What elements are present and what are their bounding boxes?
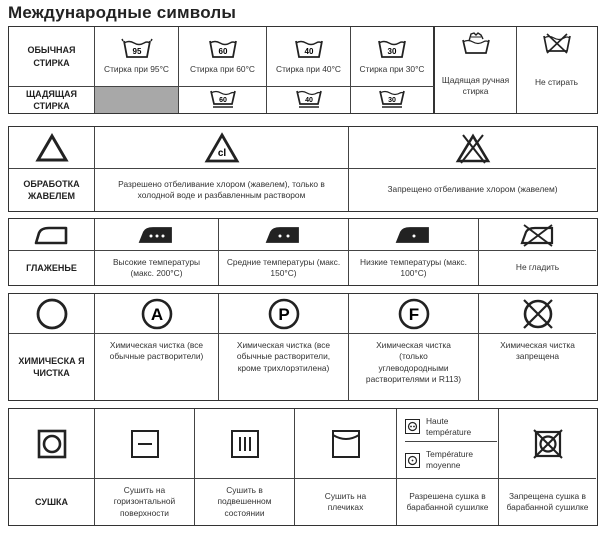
dry-label-cell [9, 479, 95, 525]
iron-none-desc-cell [479, 251, 596, 285]
dry-hanger-icon [331, 429, 361, 459]
dryclean-p-icon-cell [219, 294, 349, 334]
dry-hang-icon [230, 429, 260, 459]
wash-temp-text: 60 [218, 47, 227, 57]
dryclean-p-desc-cell [219, 334, 349, 400]
bleach-forbidden-desc: Запрещено отбеливание хлором (жавелем) [387, 184, 558, 195]
iron-icon [33, 224, 71, 246]
iron-none-desc: Не гладить [515, 262, 560, 273]
dryclean-letter-text: A [150, 304, 163, 324]
wash-40-desc: Стирка при 40°C [276, 64, 341, 75]
no-wash-cell [517, 27, 596, 113]
dry-mid-temp-option [405, 445, 497, 475]
drying-section [8, 408, 598, 526]
iron-none-icon-cell [479, 219, 596, 251]
gentle-wash-tub-icon [294, 89, 324, 111]
hand-wash-icon [459, 31, 493, 55]
wash-30-cell [351, 27, 435, 87]
dry-hanger-icon-cell [295, 409, 397, 479]
wash-gentle-40-cell [267, 87, 351, 113]
iron-high-icon [137, 225, 177, 245]
wash-tub-icon [121, 37, 153, 59]
wash-tub-icon [376, 37, 408, 59]
dry-flat-icon [130, 429, 160, 459]
dryclean-p-icon [267, 297, 301, 331]
wash-temp-text: 40 [304, 97, 313, 104]
bleach-section [8, 126, 598, 212]
dryclean-f-icon [397, 297, 431, 331]
ironing-section [8, 218, 598, 286]
dryclean-letter-text: P [277, 304, 290, 324]
dry-flat-desc-cell [95, 479, 195, 525]
dry-tumble-no-desc-cell [499, 479, 596, 525]
washing-section [8, 26, 598, 114]
no-bleach-icon [455, 132, 491, 164]
no-wash-icon [540, 31, 574, 55]
wash-gentle-label-cell [9, 87, 95, 113]
bleach-allowed-desc-cell [95, 169, 349, 211]
tumble-mid-temp-icon [405, 453, 420, 468]
iron-medium-desc: Средние температуры (макс. 150°C) [226, 256, 341, 278]
wash-temp-text: 30 [387, 47, 397, 57]
wash-temp-text: 30 [388, 97, 396, 104]
bleach-allowed-icon [204, 132, 240, 164]
dry-label: СУШКА [34, 496, 69, 507]
hand-wash-cell [435, 27, 517, 113]
wash-60-cell [179, 27, 267, 87]
dry-tumble-no-icon-cell [499, 409, 596, 479]
bleach-forbidden-desc-cell [349, 169, 596, 211]
dryclean-none-icon-cell [479, 294, 596, 334]
dry-flat-icon-cell [95, 409, 195, 479]
dryclean-a-desc: Химическая чистка (все обычные растворители) [109, 340, 204, 362]
iron-label: ГЛАЖЕНЬЕ [26, 262, 77, 273]
dry-flat-desc: Сушить на горизонтальной поверхности [113, 484, 176, 518]
gentle-wash-tub-icon [208, 89, 238, 111]
iron-label-cell [9, 251, 95, 285]
dryclean-letter-text: F [408, 304, 419, 324]
wash-tub-icon [293, 37, 325, 59]
wash-temp-text: 40 [304, 47, 313, 57]
bleach-label: ОБРАБОТКА ЖАВЕЛЕМ [23, 178, 80, 201]
wash-gentle-label: ЩАДЯЩАЯ СТИРКА [25, 88, 78, 111]
dryclean-a-desc-cell [95, 334, 219, 400]
wash-tub-icon [207, 37, 239, 59]
wash-gentle-60-cell [179, 87, 267, 113]
wash-95-cell [95, 27, 179, 87]
dryclean-label-cell [9, 334, 95, 400]
dry-tumble-no-desc: Запрещена сушка в барабанной сушилке [506, 490, 589, 512]
page-title: Международные символы [8, 3, 237, 22]
wash-normal-label: ОБЫЧНАЯ СТИРКА [27, 45, 76, 68]
dry-mid-temp-label: Température moyenne [426, 449, 474, 470]
bleach-label-cell [9, 169, 95, 211]
wash-gentle-30-cell [351, 87, 435, 113]
dryclean-f-desc-cell [349, 334, 479, 400]
wash-60-desc: Стирка при 60°C [190, 64, 255, 75]
iron-low-desc-cell [349, 251, 479, 285]
no-tumble-dry-icon [532, 428, 564, 460]
dry-tumble-ok-icon-cell [397, 409, 499, 479]
iron-icon-cell [9, 219, 95, 251]
dry-hanger-desc: Сушить на плечиках [324, 490, 367, 512]
wash-temp-text: 60 [218, 97, 227, 104]
iron-low-icon [394, 225, 434, 245]
iron-high-desc-cell [95, 251, 219, 285]
bleach-cl-text: cl [217, 147, 226, 159]
gentle-wash-tub-icon [377, 89, 407, 111]
iron-low-desc: Низкие температуры (макс. 100°C) [360, 256, 467, 278]
no-dryclean-icon [520, 296, 556, 332]
tumble-dry-icon [37, 429, 67, 459]
dryclean-p-desc: Химическая чистка (все обычные растворители, кроме трихлорэтилена) [236, 340, 331, 373]
dryclean-a-icon [140, 297, 174, 331]
dryclean-none-desc-cell [479, 334, 596, 400]
iron-low-icon-cell [349, 219, 479, 251]
wash-gentle-95-cell [95, 87, 179, 113]
dry-hang-desc-cell [195, 479, 295, 525]
dryclean-none-desc: Химическая чистка запрещена [500, 340, 575, 362]
dryclean-label: ХИМИЧЕСКА Я ЧИСТКА [18, 355, 85, 378]
bleach-forbidden-icon-cell [349, 127, 596, 169]
dryclean-f-icon-cell [349, 294, 479, 334]
wash-temp-text: 95 [132, 47, 141, 57]
dry-tumble-ok-desc-cell [397, 479, 499, 525]
wash-95-desc: Стирка при 95°C [104, 64, 169, 75]
hand-wash-desc: Щадящая ручная стирка [441, 75, 510, 97]
iron-high-desc: Высокие температуры (макс. 200°C) [112, 256, 201, 278]
no-iron-icon [519, 223, 557, 247]
dry-high-temp-option [405, 412, 497, 442]
wash-40-cell [267, 27, 351, 87]
bleach-allowed-icon-cell [95, 127, 349, 169]
dryclean-a-icon-cell [95, 294, 219, 334]
bleach-icon-cell [9, 127, 95, 169]
iron-high-icon-cell [95, 219, 219, 251]
bleach-allowed-desc: Разрешено отбеливание хлором (жавелем), только в холодной воде и разбавленным раствором [118, 178, 325, 200]
no-wash-desc: Не стирать [534, 77, 579, 87]
dry-hang-desc: Сушить в подвешенном состоянии [217, 484, 272, 518]
dry-hang-icon-cell [195, 409, 295, 479]
wash-normal-label-cell [9, 27, 95, 87]
iron-medium-icon [264, 225, 304, 245]
tumble-high-temp-icon [405, 419, 420, 434]
iron-medium-icon-cell [219, 219, 349, 251]
dryclean-f-desc: Химическая чистка (только углеводородными растворителями и R113) [365, 340, 462, 385]
dryclean-circle-icon [35, 297, 69, 331]
wash-30-desc: Стирка при 30°C [359, 64, 425, 75]
dryclean-section [8, 293, 598, 401]
dry-icon-cell [9, 409, 95, 479]
iron-medium-desc-cell [219, 251, 349, 285]
dry-hanger-desc-cell [295, 479, 397, 525]
dryclean-icon-cell [9, 294, 95, 334]
dry-high-temp-label: Haute température [426, 415, 472, 437]
dry-tumble-ok-desc: Разрешена сушка в барабанной сушилке [406, 490, 489, 512]
bleach-triangle-icon [35, 133, 69, 163]
